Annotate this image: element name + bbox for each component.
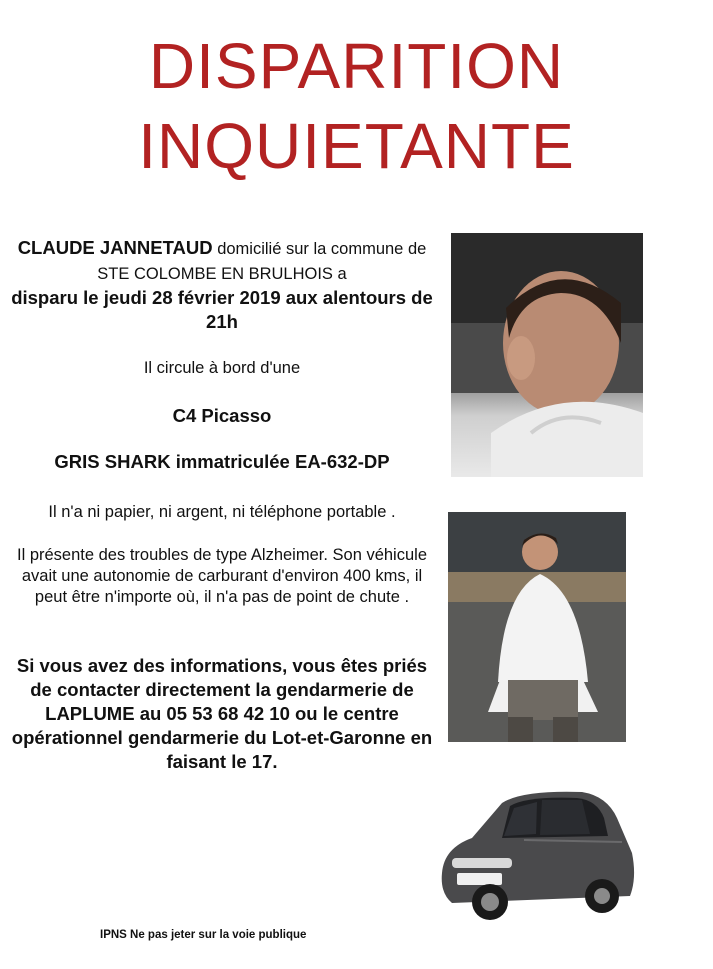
vehicle-color-plate: GRIS SHARK immatriculée EA-632-DP <box>54 451 390 472</box>
portrait-photo <box>451 233 643 477</box>
no-items-text: Il n'a ni papier, ni argent, ni téléphone portable . <box>48 503 396 521</box>
vehicle-model: C4 Picasso <box>172 405 272 426</box>
seated-photo <box>448 512 626 742</box>
title-line-2: INQUIETANTE <box>138 110 575 182</box>
contact-text: Si vous avez des informations, vous êtes priés de contacter directement la gendarmerie de LAPLUME au 05 53 68 42 10 ou le centre opérationnel gendarmerie du Lot-et-Garonne en faisant le 17. <box>11 655 433 772</box>
title-line-1: DISPARITION <box>148 30 565 102</box>
portrait-illustration <box>451 233 643 477</box>
disappearance-date: disparu le jeudi 28 février 2019 aux alentours de 21h <box>11 287 433 332</box>
intro-residence-text: domicilié sur la commune de STE COLOMBE EN BRULHOIS a <box>97 240 427 283</box>
intro-block <box>8 236 436 334</box>
seated-illustration <box>448 512 626 742</box>
vehicle-lead-text: Il circule à bord d'une <box>143 359 301 377</box>
condition-text: Il présente des troubles de type Alzheimer. Son véhicule avait une autonomie de carburant d'environ 400 kms, il peut être n'importe où, il n'a pas de point de chute . <box>17 546 427 606</box>
car-illustration <box>432 778 642 928</box>
vehicle-lead <box>8 358 436 379</box>
missing-person-name: CLAUDE JANNETAUD <box>17 237 213 258</box>
car-image <box>432 778 642 928</box>
footer-notice: IPNS Ne pas jeter sur la voie publique <box>100 929 307 941</box>
